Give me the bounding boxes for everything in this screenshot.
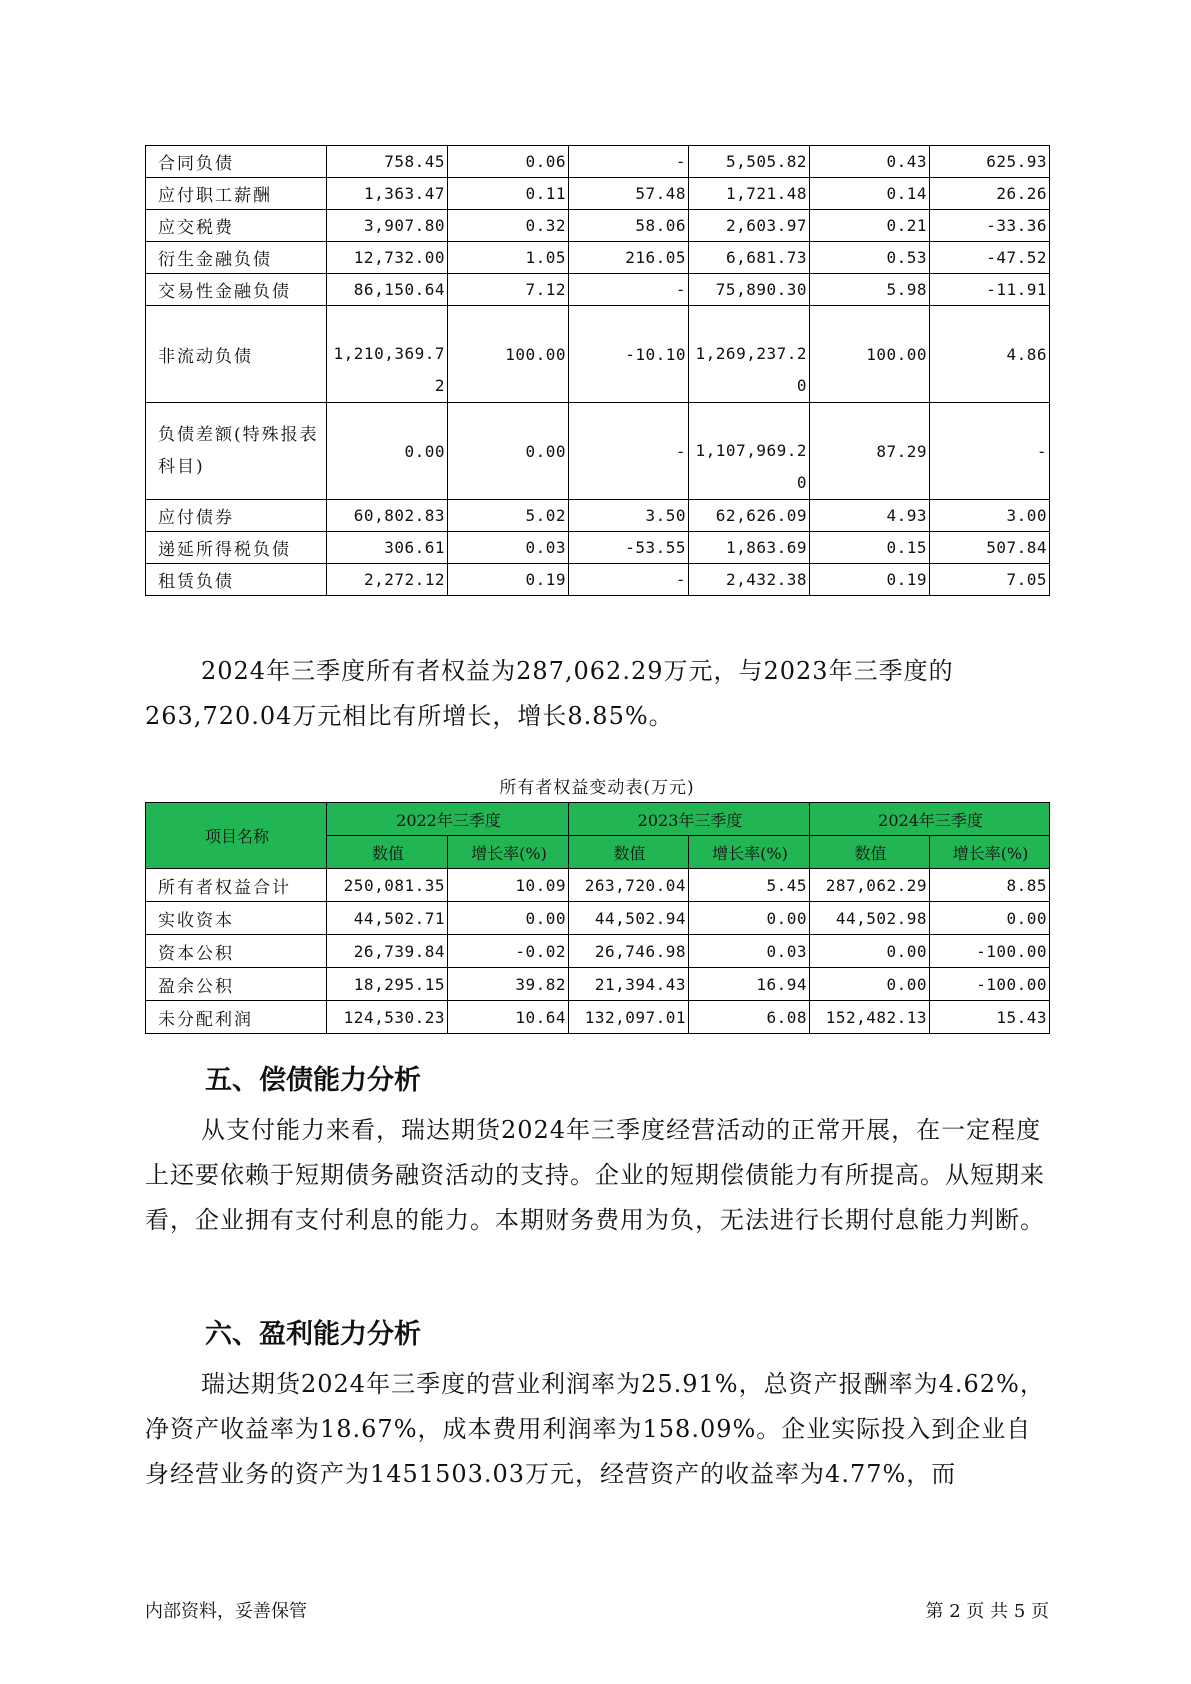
table-cell: 26.26 bbox=[930, 178, 1050, 210]
table-cell: 0.06 bbox=[448, 146, 569, 178]
table-cell: 758.45 bbox=[327, 146, 448, 178]
header-period-2024: 2024年三季度 bbox=[810, 803, 1050, 836]
row-label: 交易性金融负债 bbox=[146, 274, 327, 306]
table-cell: 0.00 bbox=[327, 403, 448, 500]
table-cell: 1,721.48 bbox=[689, 178, 810, 210]
table-cell: 0.00 bbox=[810, 935, 930, 968]
table-cell: 10.09 bbox=[448, 869, 569, 902]
table-cell: 306.61 bbox=[327, 532, 448, 564]
table-row bbox=[146, 532, 1050, 564]
table-cell: 58.06 bbox=[569, 210, 689, 242]
table-cell: 100.00 bbox=[448, 306, 569, 403]
table-cell: 0.00 bbox=[689, 902, 810, 935]
table-cell: 5,505.82 bbox=[689, 146, 810, 178]
table-cell: 0.21 bbox=[810, 210, 930, 242]
row-label: 实收资本 bbox=[146, 902, 327, 935]
table-row bbox=[146, 968, 1050, 1001]
footer-confidential: 内部资料，妥善保管 bbox=[145, 1601, 307, 1622]
table-row bbox=[146, 242, 1050, 274]
row-label: 非流动负债 bbox=[146, 306, 327, 403]
footer-page-number: 第 2 页 共 5 页 bbox=[925, 1601, 1049, 1622]
table-row bbox=[146, 902, 1050, 935]
table-cell: 0.43 bbox=[810, 146, 930, 178]
table-cell: 507.84 bbox=[930, 532, 1050, 564]
table-cell: 7.12 bbox=[448, 274, 569, 306]
table-cell: -11.91 bbox=[930, 274, 1050, 306]
row-label: 所有者权益合计 bbox=[146, 869, 327, 902]
table-cell: 124,530.23 bbox=[327, 1001, 448, 1034]
table-cell: 0.32 bbox=[448, 210, 569, 242]
header-growth: 增长率(%) bbox=[930, 836, 1050, 869]
table-cell: 5.02 bbox=[448, 500, 569, 532]
table-cell: 2,432.38 bbox=[689, 564, 810, 596]
table-cell: 287,062.29 bbox=[810, 869, 930, 902]
row-label: 应交税费 bbox=[146, 210, 327, 242]
table-cell: 21,394.43 bbox=[569, 968, 689, 1001]
table-cell: 12,732.00 bbox=[327, 242, 448, 274]
header-value: 数值 bbox=[327, 836, 448, 869]
table-cell: 1,269,237.20 bbox=[689, 306, 810, 403]
table-cell: 100.00 bbox=[810, 306, 930, 403]
table-cell: - bbox=[569, 274, 689, 306]
table-row bbox=[146, 564, 1050, 596]
table-cell: 15.43 bbox=[930, 1001, 1050, 1034]
table-cell: 57.48 bbox=[569, 178, 689, 210]
table-cell: 4.93 bbox=[810, 500, 930, 532]
table-cell: 152,482.13 bbox=[810, 1001, 930, 1034]
table-cell: 625.93 bbox=[930, 146, 1050, 178]
row-label: 负债差额(特殊报表科目) bbox=[146, 403, 327, 500]
table-cell: - bbox=[930, 403, 1050, 500]
section5-paragraph: 从支付能力来看，瑞达期货2024年三季度经营活动的正常开展，在一定程度上还要依赖于短期债务融资活动的支持。企业的短期偿债能力有所提高。从短期来看，企业拥有支付利息的能力。本期财务费用为负，无法进行长期付息能力判断。 bbox=[145, 1116, 1045, 1234]
table-cell: 16.94 bbox=[689, 968, 810, 1001]
table-cell: 3.50 bbox=[569, 500, 689, 532]
table-cell: 250,081.35 bbox=[327, 869, 448, 902]
table-row bbox=[146, 869, 1050, 902]
table-cell: -100.00 bbox=[930, 935, 1050, 968]
table-cell: 0.00 bbox=[930, 902, 1050, 935]
table-cell: 6,681.73 bbox=[689, 242, 810, 274]
table-cell: 0.00 bbox=[448, 902, 569, 935]
table-cell: - bbox=[569, 403, 689, 500]
section5-heading: 五、偿债能力分析 bbox=[205, 1065, 421, 1096]
table-cell: 0.11 bbox=[448, 178, 569, 210]
row-label: 应付职工薪酬 bbox=[146, 178, 327, 210]
table-cell: 0.00 bbox=[448, 403, 569, 500]
header-value: 数值 bbox=[810, 836, 930, 869]
table-row bbox=[146, 935, 1050, 968]
header-growth: 增长率(%) bbox=[448, 836, 569, 869]
table-cell: 0.14 bbox=[810, 178, 930, 210]
table-cell: 87.29 bbox=[810, 403, 930, 500]
section6-heading: 六、盈利能力分析 bbox=[205, 1319, 421, 1350]
table-cell: 2,272.12 bbox=[327, 564, 448, 596]
table-cell: 1.05 bbox=[448, 242, 569, 274]
table-cell: 0.19 bbox=[810, 564, 930, 596]
table-cell: 86,150.64 bbox=[327, 274, 448, 306]
table-cell: 0.15 bbox=[810, 532, 930, 564]
table-cell: 4.86 bbox=[930, 306, 1050, 403]
equity-table bbox=[145, 802, 1050, 1034]
table-row bbox=[146, 146, 1050, 178]
table-cell: 3.00 bbox=[930, 500, 1050, 532]
row-label: 应付债券 bbox=[146, 500, 327, 532]
header-period-2023: 2023年三季度 bbox=[569, 803, 810, 836]
table-row bbox=[146, 306, 1050, 403]
row-label: 衍生金融负债 bbox=[146, 242, 327, 274]
row-label: 盈余公积 bbox=[146, 968, 327, 1001]
table-cell: 60,802.83 bbox=[327, 500, 448, 532]
equity-table-caption: 所有者权益变动表(万元) bbox=[499, 778, 695, 798]
header-period-2022: 2022年三季度 bbox=[327, 803, 569, 836]
section6-paragraph: 瑞达期货2024年三季度的营业利润率为25.91%，总资产报酬率为4.62%，净资产收益率为18.67%，成本费用利润率为158.09%。企业实际投入到企业自身经营业务的资产为1451503.03万元，经营资产的收益率为4.77%，而 bbox=[145, 1370, 1045, 1488]
liabilities-table bbox=[145, 145, 1050, 596]
table-cell: 10.64 bbox=[448, 1001, 569, 1034]
table-cell: 44,502.71 bbox=[327, 902, 448, 935]
table-cell: -33.36 bbox=[930, 210, 1050, 242]
table-cell: 0.00 bbox=[810, 968, 930, 1001]
table-cell: 6.08 bbox=[689, 1001, 810, 1034]
table-cell: -47.52 bbox=[930, 242, 1050, 274]
table-row bbox=[146, 500, 1050, 532]
table-cell: 18,295.15 bbox=[327, 968, 448, 1001]
table-cell: 0.53 bbox=[810, 242, 930, 274]
table-row bbox=[146, 403, 1050, 500]
row-label: 合同负债 bbox=[146, 146, 327, 178]
table-cell: - bbox=[569, 146, 689, 178]
row-label: 未分配利润 bbox=[146, 1001, 327, 1034]
table-cell: 3,907.80 bbox=[327, 210, 448, 242]
table-cell: -100.00 bbox=[930, 968, 1050, 1001]
table-cell: 2,603.97 bbox=[689, 210, 810, 242]
table-cell: 75,890.30 bbox=[689, 274, 810, 306]
row-label: 资本公积 bbox=[146, 935, 327, 968]
equity-summary-paragraph: 2024年三季度所有者权益为287,062.29万元，与2023年三季度的263,720.04万元相比有所增长，增长8.85%。 bbox=[145, 657, 954, 730]
table-cell: 7.05 bbox=[930, 564, 1050, 596]
header-item-name: 项目名称 bbox=[146, 803, 327, 869]
table-cell: 263,720.04 bbox=[569, 869, 689, 902]
header-growth: 增长率(%) bbox=[689, 836, 810, 869]
table-cell: -10.10 bbox=[569, 306, 689, 403]
row-label: 租赁负债 bbox=[146, 564, 327, 596]
table-cell: 1,863.69 bbox=[689, 532, 810, 564]
table-cell: -0.02 bbox=[448, 935, 569, 968]
table-cell: 1,210,369.72 bbox=[327, 306, 448, 403]
table-cell: 5.45 bbox=[689, 869, 810, 902]
table-cell: 44,502.94 bbox=[569, 902, 689, 935]
table-cell: 39.82 bbox=[448, 968, 569, 1001]
table-cell: 26,739.84 bbox=[327, 935, 448, 968]
table-cell: 62,626.09 bbox=[689, 500, 810, 532]
table-cell: 1,363.47 bbox=[327, 178, 448, 210]
row-label: 递延所得税负债 bbox=[146, 532, 327, 564]
table-cell: -53.55 bbox=[569, 532, 689, 564]
table-cell: - bbox=[569, 564, 689, 596]
table-row bbox=[146, 210, 1050, 242]
table-cell: 0.03 bbox=[448, 532, 569, 564]
table-cell: 1,107,969.20 bbox=[689, 403, 810, 500]
table-cell: 44,502.98 bbox=[810, 902, 930, 935]
table-cell: 8.85 bbox=[930, 869, 1050, 902]
table-cell: 26,746.98 bbox=[569, 935, 689, 968]
table-cell: 5.98 bbox=[810, 274, 930, 306]
table-cell: 216.05 bbox=[569, 242, 689, 274]
table-cell: 0.03 bbox=[689, 935, 810, 968]
table-cell: 132,097.01 bbox=[569, 1001, 689, 1034]
table-cell: 0.19 bbox=[448, 564, 569, 596]
header-value: 数值 bbox=[569, 836, 689, 869]
table-row bbox=[146, 274, 1050, 306]
table-row bbox=[146, 178, 1050, 210]
table-row bbox=[146, 1001, 1050, 1034]
